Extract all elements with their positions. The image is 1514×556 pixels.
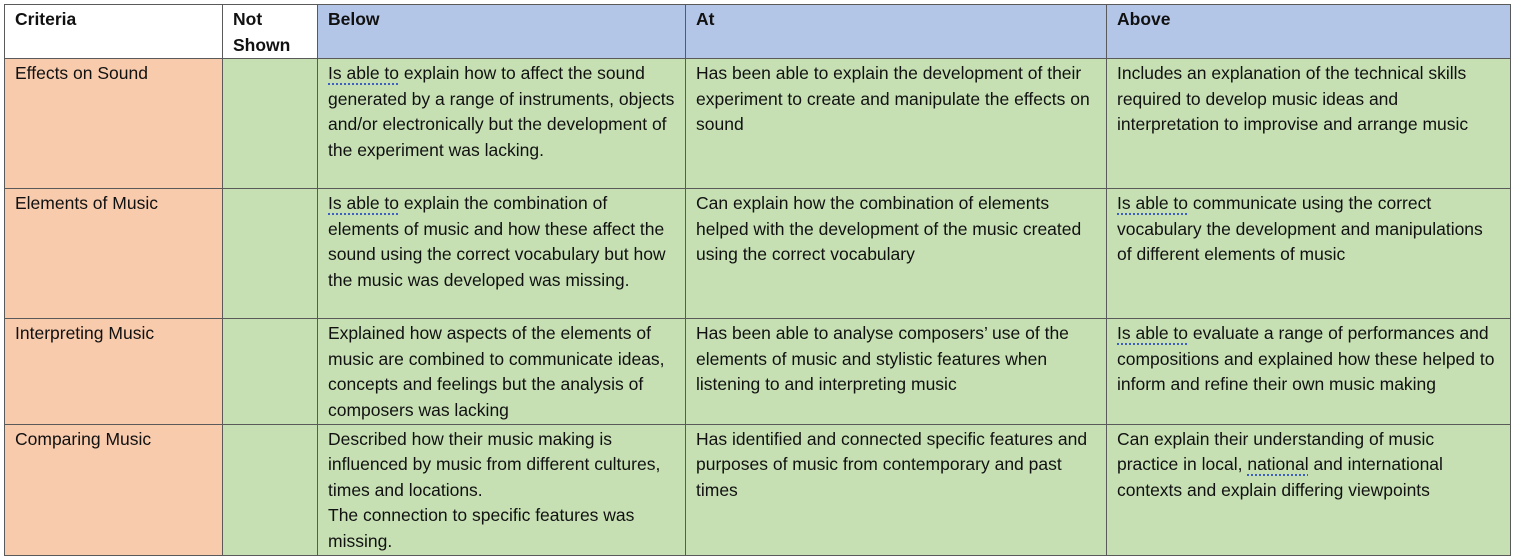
above-text: evaluate a range of performances and compositions and explained how these helped to inform and refine their own music making <box>1117 323 1495 395</box>
not-shown-cell <box>223 59 318 189</box>
below-text: explain how to affect the sound generated by a range of instruments, objects and/or electronically but the development of the experiment was lacking. <box>328 63 675 160</box>
header-row <box>5 5 1511 59</box>
below-cell <box>318 424 686 555</box>
above-text: communicate using the correct vocabulary the development and manipulations of different elements of music <box>1117 193 1483 265</box>
below-cell <box>318 59 686 189</box>
above-cell <box>1107 319 1511 424</box>
spellcheck-marked-text: national <box>1247 454 1309 475</box>
header-below: Below <box>318 5 686 59</box>
criterion-cell: Interpreting Music <box>5 319 223 424</box>
not-shown-cell <box>223 189 318 319</box>
not-shown-cell <box>223 319 318 424</box>
table-row <box>5 319 1511 424</box>
above-cell <box>1107 424 1511 555</box>
at-cell: Has been able to analyse composers’ use of the elements of music and stylistic features when listening to and interpreting music <box>686 319 1107 424</box>
above-cell: Includes an explanation of the technical skills required to develop music ideas and interpretation to improvise and arrange music <box>1107 59 1511 189</box>
spellcheck-marked-text: Is able to <box>328 193 400 214</box>
above-text-before: Can explain their understanding of music practice in local, <box>1117 428 1435 475</box>
above-text-after: and international contexts and explain differing viewpoints <box>1117 454 1443 500</box>
criterion-cell: Comparing Music <box>5 424 223 555</box>
criterion-cell: Effects on Sound <box>5 59 223 189</box>
header-at: At <box>686 5 1107 59</box>
not-shown-cell <box>223 424 318 555</box>
header-above: Above <box>1107 5 1511 59</box>
table-row <box>5 189 1511 319</box>
assessment-rubric-table <box>4 4 1511 556</box>
below-text-line2: The connection to specific features was missing. <box>328 505 635 551</box>
spellcheck-marked-text: Is able to <box>1117 323 1189 344</box>
header-not-shown <box>223 5 318 59</box>
above-cell <box>1107 189 1511 319</box>
below-text: explain the combination of elements of music and how these affect the sound using the correct vocabulary but how the music was developed was missing. <box>328 193 666 290</box>
table-row <box>5 424 1511 555</box>
spellcheck-marked-text: Is able to <box>1117 193 1189 214</box>
at-cell: Has identified and connected specific features and purposes of music from contemporary and past times <box>686 424 1107 555</box>
below-cell <box>318 189 686 319</box>
header-criteria: Criteria <box>5 5 223 59</box>
below-cell: Explained how aspects of the elements of music are combined to communicate ideas, concepts and feelings but the analysis of composers was lacking <box>318 319 686 424</box>
spellcheck-marked-text: Is able to <box>328 63 400 84</box>
header-not-shown-line2: Shown <box>233 34 291 55</box>
at-cell: Can explain how the combination of elements helped with the development of the music created using the correct vocabulary <box>686 189 1107 319</box>
header-not-shown-line1: Not <box>233 9 263 29</box>
below-text-line1: Described how their music making is influenced by music from different cultures, times and locations. <box>328 428 661 500</box>
at-cell: Has been able to explain the development of their experiment to create and manipulate the effects on sound <box>686 59 1107 189</box>
table-row <box>5 59 1511 189</box>
criterion-cell: Elements of Music <box>5 189 223 319</box>
